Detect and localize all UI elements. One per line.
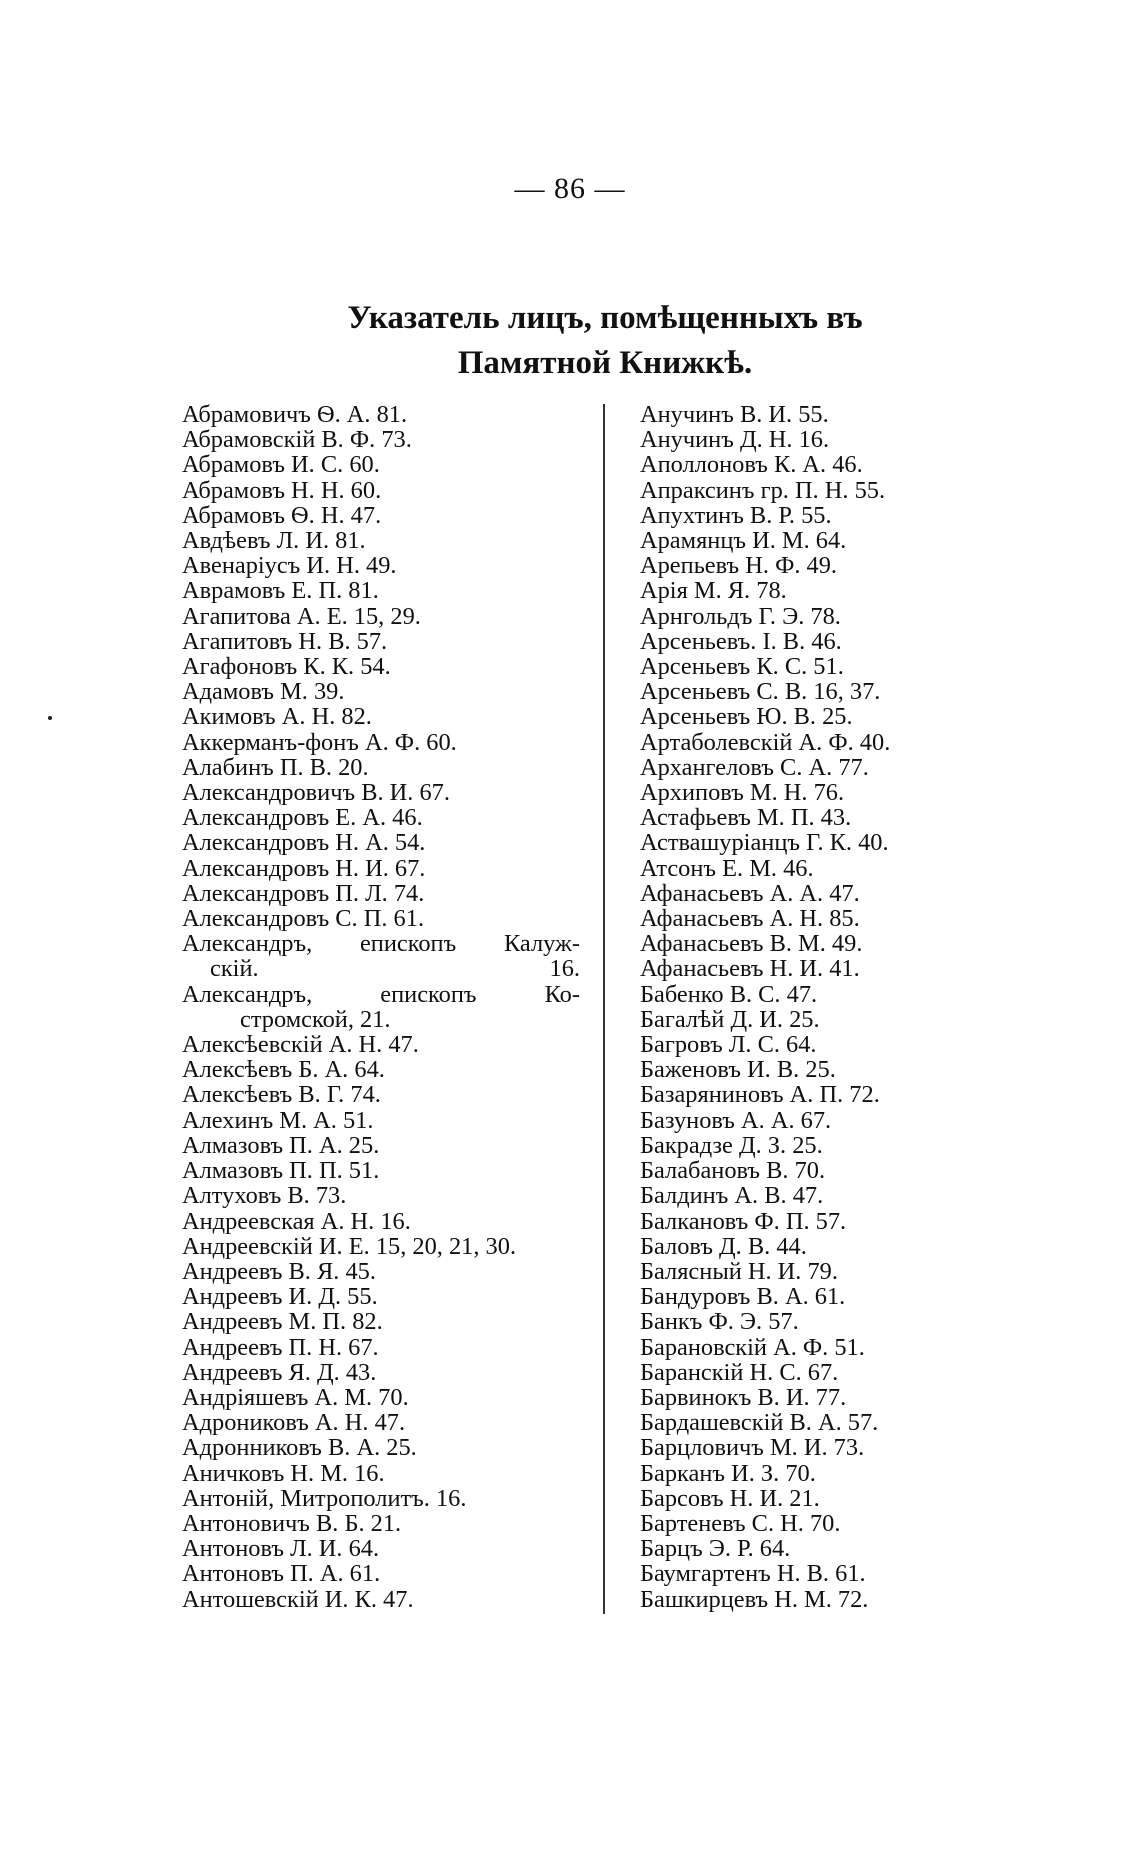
index-entry: Банкъ Ф. Э. 57. — [640, 1308, 799, 1336]
title-line-2: Памятной Книжкѣ. — [457, 345, 753, 381]
index-entry-wrapped: Александръ, епископъ Ко- стромской, 21. — [182, 980, 580, 1033]
index-entry: Арсеньевъ К. С. 51. — [640, 653, 844, 681]
index-entry: Агапитовъ Н. В. 57. — [182, 627, 388, 655]
index-entry: Авенаріусъ И. Н. 49. — [182, 552, 397, 580]
index-entry: Алексѣевъ В. Г. 74. — [182, 1081, 381, 1109]
index-entry: Антоновъ Л. И. 64. — [182, 1535, 380, 1563]
index-entry: Антошевскій И. К. 47. — [182, 1585, 414, 1613]
index-entry: Адрониковъ А. Н. 47. — [182, 1409, 406, 1437]
index-entry: Александровичъ В. И. 67. — [182, 779, 450, 807]
index-entry: Барсовъ Н. И. 21. — [640, 1484, 820, 1512]
index-entry: Абрамовъ Ѳ. Н. 47. — [182, 501, 382, 529]
index-entry: Антоновъ П. А. 61. — [182, 1560, 381, 1588]
index-entry: Алексѣевскій А. Н. 47. — [182, 1031, 419, 1059]
index-entry: Александровъ Е. А. 46. — [182, 804, 423, 832]
index-entry: Андреевская А. Н. 16. — [182, 1207, 411, 1235]
index-entry: Афанасьевъ А. Н. 85. — [640, 905, 860, 933]
index-entry: Аккерманъ-фонъ А. Ф. 60. — [182, 728, 457, 756]
index-entry: Абрамовъ Н. Н. 60. — [182, 476, 382, 504]
index-entry: Арсеньевъ Ю. В. 25. — [640, 703, 853, 731]
index-entry: Абрамовичъ Ѳ. А. 81. — [182, 401, 408, 428]
index-entry: Аничковъ Н. М. 16. — [182, 1459, 385, 1487]
index-entry: Алабинъ П. В. 20. — [182, 753, 369, 781]
index-entry: Александровъ С. П. 61. — [182, 905, 425, 933]
index-entry: Агафоновъ К. К. 54. — [182, 653, 391, 681]
index-entry: Адамовъ М. 39. — [182, 678, 345, 706]
index-entry: Багровъ Л. С. 64. — [640, 1031, 817, 1059]
index-entry: Балкановъ Ф. П. 57. — [640, 1207, 847, 1235]
index-entry: Афанасьевъ В. М. 49. — [640, 930, 863, 958]
index-entry: Алехинъ М. А. 51. — [182, 1106, 374, 1134]
index-entry: Арнгольдъ Г. Э. 78. — [640, 602, 841, 630]
index-entry: Акимовъ А. Н. 82. — [182, 703, 372, 731]
title-line-1: Указатель лицъ, помѣщенныхъ въ — [347, 300, 863, 336]
page-number: — 86 — — [514, 172, 626, 205]
index-entry: Балдинъ А. В. 47. — [640, 1182, 824, 1210]
index-entry: Башкирцевъ Н. М. 72. — [640, 1585, 869, 1613]
index-entry: Абрамовскій В. Ф. 73. — [182, 426, 412, 454]
index-entry: Арепьевъ Н. Ф. 49. — [640, 552, 838, 580]
index-entry: Алексѣевъ Б. А. 64. — [182, 1056, 385, 1084]
index-entry: Бандуровъ В. А. 61. — [640, 1283, 846, 1311]
index-entry: Баженовъ И. В. 25. — [640, 1056, 836, 1084]
index-entry: Барканъ И. З. 70. — [640, 1459, 816, 1487]
index-entry: Александровъ Н. И. 67. — [182, 854, 426, 882]
index-entry: Барцъ Э. Р. 64. — [640, 1535, 791, 1563]
stray-print-dot — [48, 716, 52, 720]
index-entry: Алмазовъ П. П. 51. — [182, 1157, 380, 1185]
index-entry: Астафьевъ М. П. 43. — [640, 804, 852, 832]
index-entry: Афанасьевъ А. А. 47. — [640, 879, 860, 907]
index-entry: Андреевъ В. Я. 45. — [182, 1257, 376, 1285]
index-entry: Арсеньевъ. І. В. 46. — [640, 627, 842, 655]
index-entry: Бабенко В. С. 47. — [640, 980, 818, 1008]
index-entry: Барвинокъ В. И. 77. — [640, 1383, 847, 1411]
index-entry: Андреевъ П. Н. 67. — [182, 1333, 379, 1361]
column-divider — [603, 404, 605, 1614]
index-entry: Адронниковъ В. А. 25. — [182, 1434, 417, 1462]
index-left-column — [182, 402, 580, 1612]
index-entry: Баловъ Д. В. 44. — [640, 1232, 807, 1260]
page-title — [230, 296, 980, 386]
index-entry: Аствашуріанцъ Г. К. 40. — [640, 829, 889, 857]
index-entry: Арія М. Я. 78. — [640, 577, 787, 605]
index-entry: Агапитова А. Е. 15, 29. — [182, 602, 421, 630]
index-entry: Артаболевскій А. Ф. 40. — [640, 728, 891, 756]
index-entry: Бартеневъ С. Н. 70. — [640, 1509, 841, 1537]
index-entry: Андреевъ М. П. 82. — [182, 1308, 383, 1336]
index-entry-wrapped: Александръ, епископъ Калуж- скій. 16. — [182, 930, 580, 983]
index-entry: Бардашевскій В. А. 57. — [640, 1409, 879, 1437]
index-entry: Афанасьевъ Н. И. 41. — [640, 955, 860, 983]
index-entry: Анучинъ Д. Н. 16. — [640, 426, 830, 454]
index-entry: Алтуховъ В. 73. — [182, 1182, 347, 1210]
index-entry: Апухтинъ В. Р. 55. — [640, 501, 832, 529]
index-entry: Анучинъ В. И. 55. — [640, 401, 829, 428]
index-entry: Бакрадзе Д. З. 25. — [640, 1131, 823, 1159]
index-entry: Архангеловъ С. А. 77. — [640, 753, 869, 781]
index-entry: Баранскій Н. С. 67. — [640, 1358, 839, 1386]
index-entry: Андріяшевъ А. М. 70. — [182, 1383, 409, 1411]
index-entry: Багалѣй Д. И. 25. — [640, 1005, 820, 1033]
index-entry: Абрамовъ И. С. 60. — [182, 451, 380, 479]
index-entry: Балабановъ В. 70. — [640, 1157, 826, 1185]
index-entry: Андреевъ И. Д. 55. — [182, 1283, 378, 1311]
index-entry: Арсеньевъ С. В. 16, 37. — [640, 678, 881, 706]
index-entry: Барановскій А. Ф. 51. — [640, 1333, 865, 1361]
index-entry: Атсонъ Е. М. 46. — [640, 854, 814, 882]
index-entry: Александровъ П. Л. 74. — [182, 879, 425, 907]
index-entry: Балясный Н. И. 79. — [640, 1257, 838, 1285]
index-entry: Баумгартенъ Н. В. 61. — [640, 1560, 866, 1588]
index-entry: Барцловичъ М. И. 73. — [640, 1434, 865, 1462]
index-entry: Александровъ Н. А. 54. — [182, 829, 426, 857]
index-entry: Базуновъ А. А. 67. — [640, 1106, 832, 1134]
index-entry: Андреевъ Я. Д. 43. — [182, 1358, 377, 1386]
index-entry: Арамянцъ И. М. 64. — [640, 527, 847, 555]
index-entry: Архиповъ М. Н. 76. — [640, 779, 845, 807]
index-entry: Апраксинъ гр. П. Н. 55. — [640, 476, 886, 504]
index-entry: Антоновичъ В. Б. 21. — [182, 1509, 402, 1537]
index-right-column — [640, 402, 960, 1612]
index-entry: Авдѣевъ Л. И. 81. — [182, 527, 366, 555]
index-entry: Антоній, Митрополитъ. 16. — [182, 1484, 467, 1512]
index-entry: Аполлоновъ К. А. 46. — [640, 451, 863, 479]
index-entry: Базаряниновъ А. П. 72. — [640, 1081, 880, 1109]
index-entry: Андреевскій И. Е. 15, 20, 21, 30. — [182, 1232, 517, 1260]
index-entry: Алмазовъ П. А. 25. — [182, 1131, 380, 1159]
index-entry: Аврамовъ Е. П. 81. — [182, 577, 379, 605]
